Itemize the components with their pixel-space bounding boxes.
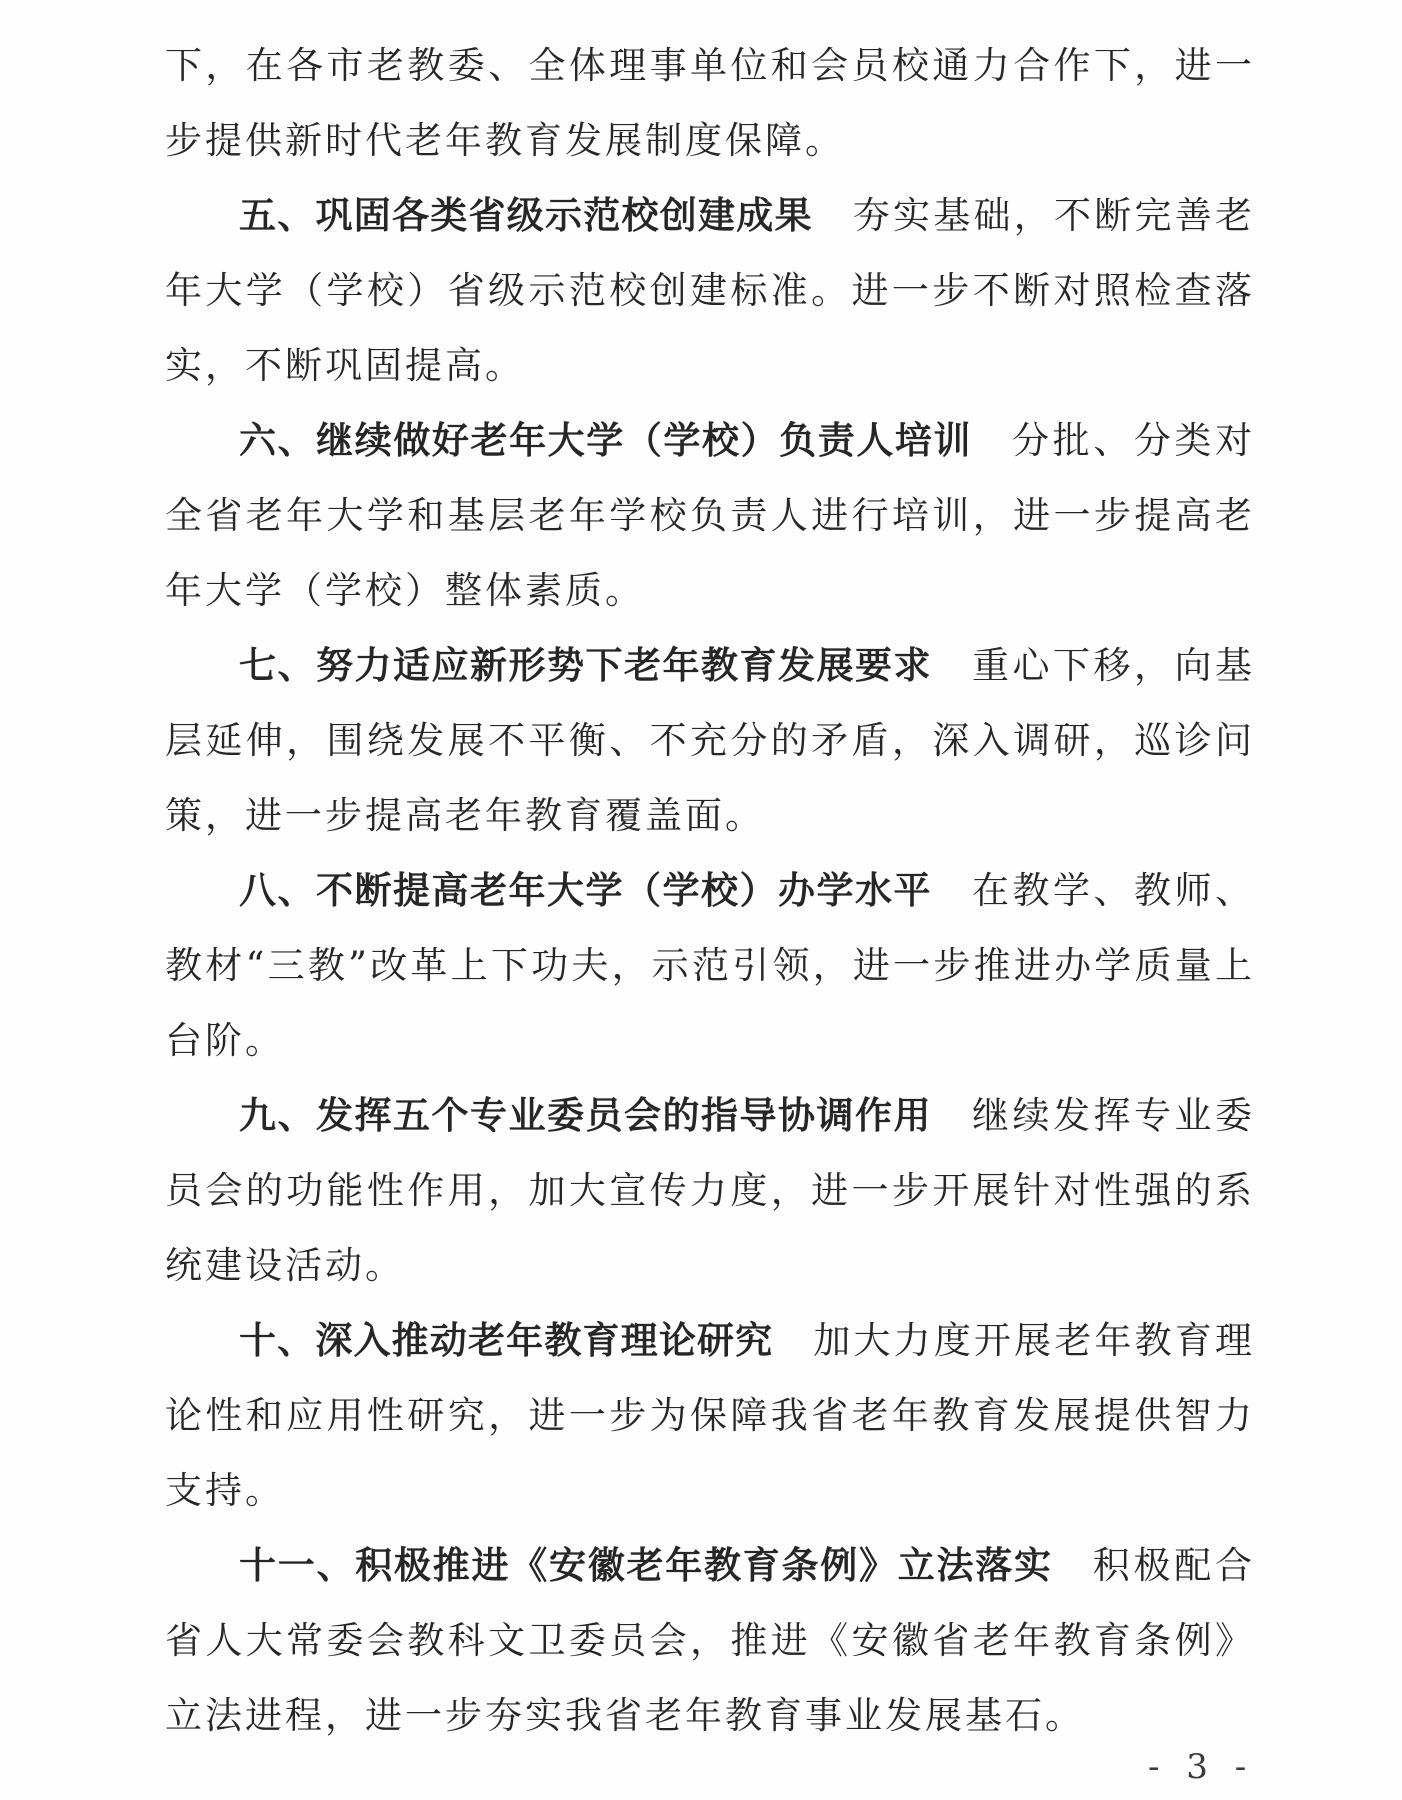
paragraph-heading: 十、深入推动老年教育理论研究 — [239, 1319, 774, 1362]
paragraph-text: 下，在各市老教委、全体理事单位和会员校通力合作下，进一步提供新时代老年教育发展制度保障。 — [165, 44, 1255, 162]
paragraph-text: 重心下移，向基层延伸，围绕发展不平衡、不充分的矛盾，深入调研，巡诊问策，进一步提高老年教育覆盖面。 — [165, 644, 1255, 837]
paragraph-item-10 — [165, 1303, 1255, 1528]
paragraph-text: 夯实基础，不断完善老年大学（学校）省级示范校创建标准。进一步不断对照检查落实，不断巩固提高。 — [165, 194, 1255, 387]
paragraph-heading: 六、继续做好老年大学（学校）负责人培训 — [239, 419, 973, 462]
paragraph-text: 分批、分类对全省老年大学和基层老年学校负责人进行培训，进一步提高老年大学（学校）整体素质。 — [165, 419, 1256, 612]
paragraph-item-9 — [165, 1078, 1255, 1303]
paragraph-item-11 — [165, 1528, 1255, 1753]
document-body — [165, 28, 1255, 1753]
paragraph-item-7 — [165, 628, 1255, 853]
paragraph-item-6 — [165, 403, 1255, 628]
paragraph-text: 积极配合省人大常委会教科文卫委员会，推进《安徽省老年教育条例》立法进程，进一步夯实我省老年教育事业发展基石。 — [165, 1544, 1255, 1737]
page-number: - 3 - — [1148, 1747, 1255, 1787]
paragraph-heading: 八、不断提高老年大学（学校）办学水平 — [239, 869, 932, 912]
paragraph-heading: 七、努力适应新形势下老年教育发展要求 — [239, 644, 932, 687]
paragraph-text: 加大力度开展老年教育理论性和应用性研究，进一步为保障我省老年教育发展提供智力支持。 — [165, 1319, 1256, 1512]
paragraph-continuation — [165, 28, 1255, 178]
paragraph-item-8 — [165, 853, 1255, 1078]
paragraph-heading: 九、发挥五个专业委员会的指导协调作用 — [239, 1094, 932, 1137]
paragraph-heading: 五、巩固各类省级示范校创建成果 — [239, 194, 813, 237]
paragraph-item-5 — [165, 178, 1255, 403]
paragraph-text: 在教学、教师、教材“三教”改革上下功夫，示范引领，进一步推进办学质量上台阶。 — [165, 869, 1255, 1062]
paragraph-heading: 十一、积极推进《安徽老年教育条例》立法落实 — [239, 1544, 1053, 1587]
paragraph-text: 继续发挥专业委员会的功能性作用，加大宣传力度，进一步开展针对性强的系统建设活动。 — [165, 1094, 1255, 1287]
